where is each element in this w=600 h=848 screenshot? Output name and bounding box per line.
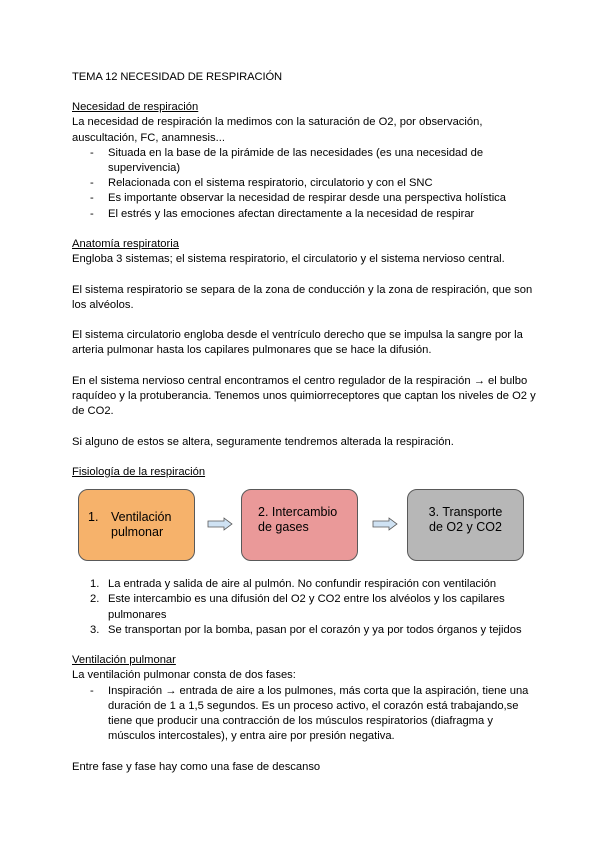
list-item: 1. La entrada y salida de aire al pulmón. No confundir respiración con ventilación [90,578,497,591]
arrow-right-icon [372,517,398,531]
paragraph-anatomia-3: El sistema circulatorio engloba desde el ventrículo derecho que se impulsa la sangre por la arteria pulmonar hasta los capilares pulmonares que se hace la difusión. [72,329,523,357]
paragraph-anatomia-1: Engloba 3 sistemas; el sistema respiratorio, el circulatorio y el sistema nervioso central. [72,253,505,266]
list-item: - Relacionada con el sistema respiratorio, circulatorio y con el SNC [72,176,542,191]
list-item: - Inspiración → entrada de aire a los pulmones, más corta que la aspiración, tiene una duración de 1 a 1,5 segundos. Es un proceso activo, el corazón está trabajando,se tiene que producir una contracción de los músculos respiratorios (diafragma y músculos intercostales), y entra aire por presión negativa. [72,684,542,745]
box-label: Ventilación pulmonar [111,510,172,540]
list-item: - El estrés y las emociones afectan directamente a la necesidad de respirar [72,207,542,222]
paragraph-ventilacion-intro: La ventilación pulmonar consta de dos fases: [72,669,296,682]
heading-anatomia: Anatomía respiratoria [72,238,179,251]
heading-fisiologia: Fisiología de la respiración [72,465,206,478]
paragraph-ventilacion-closing: Entre fase y fase hay como una fase de descanso [72,760,321,773]
box-label: 2. Intercambio de gases [258,505,338,535]
necesidad-bullet-list [72,146,542,222]
arrow-right-icon [207,517,233,531]
heading-necesidad: Necesidad de respiración [72,101,199,114]
diagram-box-transporte [407,489,524,561]
paragraph-anatomia-5: Si alguno de estos se altera, seguramente tendremos alterada la respiración. [72,435,454,448]
ventilacion-bullet-list [72,684,542,745]
fisiologia-numbered-list [72,577,542,638]
list-item: - Situada en la base de la pirámide de las necesidades (es una necesidad de supervivencia) [72,146,542,176]
respiration-flow-diagram [72,483,542,577]
paragraph-anatomia-4: En el sistema nervioso central encontramos el centro regulador de la respiración → el bulbo raquídeo y la protuberancia. Tenemos unos quimiorreceptores que captan los niveles de O2 y de CO2. [72,374,536,418]
paragraph-anatomia-2: El sistema respiratorio se separa de la zona de conducción y la zona de respiración, que son los alvéolos. [72,283,533,311]
list-item: - Es importante observar la necesidad de respirar desde una perspectiva holística [72,191,542,206]
box-label: 3. Transporte de O2 y CO2 [428,505,503,535]
document-page [72,70,542,775]
heading-ventilacion: Ventilación pulmonar [72,654,176,667]
diagram-box-intercambio [241,489,358,561]
paragraph-necesidad-intro: La necesidad de respiración la medimos con la saturación de O2, por observación, auscultación, FC, anamnesis... [72,116,483,144]
diagram-box-ventilacion [78,489,195,561]
box-number: 1. [88,510,99,525]
list-item: 3. Se transportan por la bomba, pasan por el corazón y ya por todos órganos y tejidos [90,623,522,636]
list-item: 2. Este intercambio es una difusión del O2 y CO2 entre los alvéolos y los capilares pulmonares [90,593,505,621]
document-title: TEMA 12 NECESIDAD DE RESPIRACIÓN [72,71,283,83]
